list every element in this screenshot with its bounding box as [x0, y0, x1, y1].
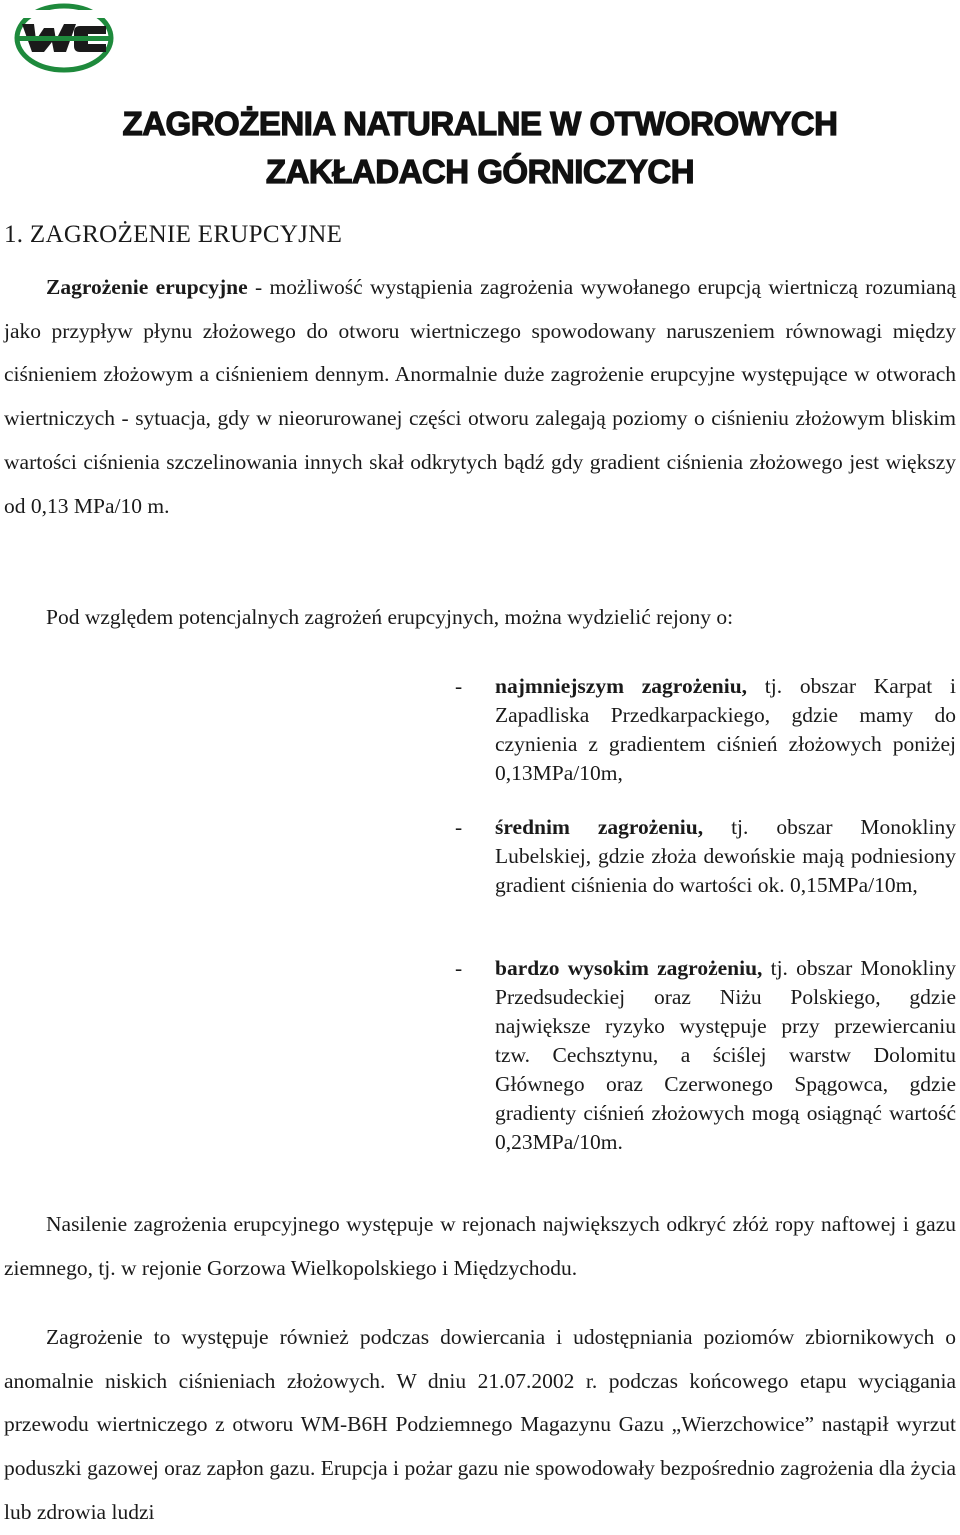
intro-term: Zagrożenie erupcyjne — [46, 275, 248, 299]
bullet-text: tj. obszar Monokliny Lubelskiej, gdzie złoża dewońskie mają podniesiony gradient ciśnienia do wartości ok. 0,15MPa/10m, — [495, 815, 956, 897]
paragraph-incident — [4, 1316, 956, 1535]
hc-logo-icon — [14, 2, 114, 74]
regions-intro — [4, 596, 956, 640]
paragraph-regions-intensity — [4, 1203, 956, 1290]
document-title-line-1: ZAGROŻENIA NATURALNE W OTWOROWYCH — [122, 105, 838, 142]
bullet-label: średnim zagrożeniu, — [495, 815, 704, 839]
regions-intro-text: Pod względem potencjalnych zagrożeń erupcyjnych, można wydzielić rejony o: — [46, 605, 734, 629]
bullet-dash: - — [455, 956, 463, 980]
document-title-line-2: ZAKŁADACH GÓRNICZYCH — [265, 153, 695, 190]
paragraph-4-text: Zagrożenie to występuje również podczas dowiercania i udostępniania poziomów zbiornikowych o anomalnie niskich ciśnieniach złożowych. W dniu 21.07.2002 r. podczas końcowego etapu wyciągania przewodu wiertniczego z otworu WM-B6H Podziemnego Magazynu Gazu „Wierzchowice” nastąpił wyrzut poduszki gazowej oraz zapłon gazu. Erupcja i pożar gazu nie spowodowały bezpośrednio zagrożenia dla życia lub zdrowia ludzi — [4, 1325, 956, 1524]
bullet-dash: - — [455, 674, 463, 698]
list-item — [455, 954, 956, 1157]
bullet-label: najmniejszym zagrożeniu, — [495, 674, 748, 698]
section-heading: 1. ZAGROŻENIE ERUPCYJNE — [4, 221, 343, 248]
bullet-label: bardzo wysokim zagrożeniu, — [495, 956, 763, 980]
intro-definition: - możliwość wystąpienia zagrożenia wywołanego erupcją wiertniczą rozumianą jako przypływ płynu złożowego do otworu wiertniczego spowodowany naruszeniem równowagi między ciśnieniem złożowym a ciśnieniem dennym. Anormalnie duże zagrożenie erupcyjne występujące w otworach wiertniczych - sytuacja, gdy w nieorurowanej części otworu zalegają poziomy o ciśnieniu złożowym bliskim wartości ciśnienia szczelinowania innych skał odkrytych bądź gdy gradient ciśnienia złożowego jest większy od 0,13 MPa/10 m. — [4, 275, 956, 518]
bullet-text: tj. obszar Karpat i Zapadliska Przedkarpackiego, gdzie mamy do czynienia z gradientem ciśnień złożowych poniżej 0,13MPa/10m, — [495, 674, 956, 785]
paragraph-3-text: Nasilenie zagrożenia erupcyjnego występuje w rejonach największych odkryć złóż ropy naftowej i gazu ziemnego, tj. w rejonie Gorzowa Wielkopolskiego i Międzychodu. — [4, 1212, 956, 1280]
list-item — [455, 672, 956, 788]
list-item — [455, 813, 956, 900]
intro-paragraph — [4, 266, 956, 528]
bullet-text: tj. obszar Monokliny Przedsudeckiej oraz Niżu Polskiego, gdzie największe ryzyko występuje przy przewiercaniu tzw. Cechsztynu, a ściślej warstw Dolomitu Głównego oraz Czerwonego Spągowca, gdzie gradienty ciśnień złożowych mogą osiągnąć wartość 0,23MPa/10m. — [495, 956, 957, 1154]
bullet-dash: - — [455, 815, 463, 839]
